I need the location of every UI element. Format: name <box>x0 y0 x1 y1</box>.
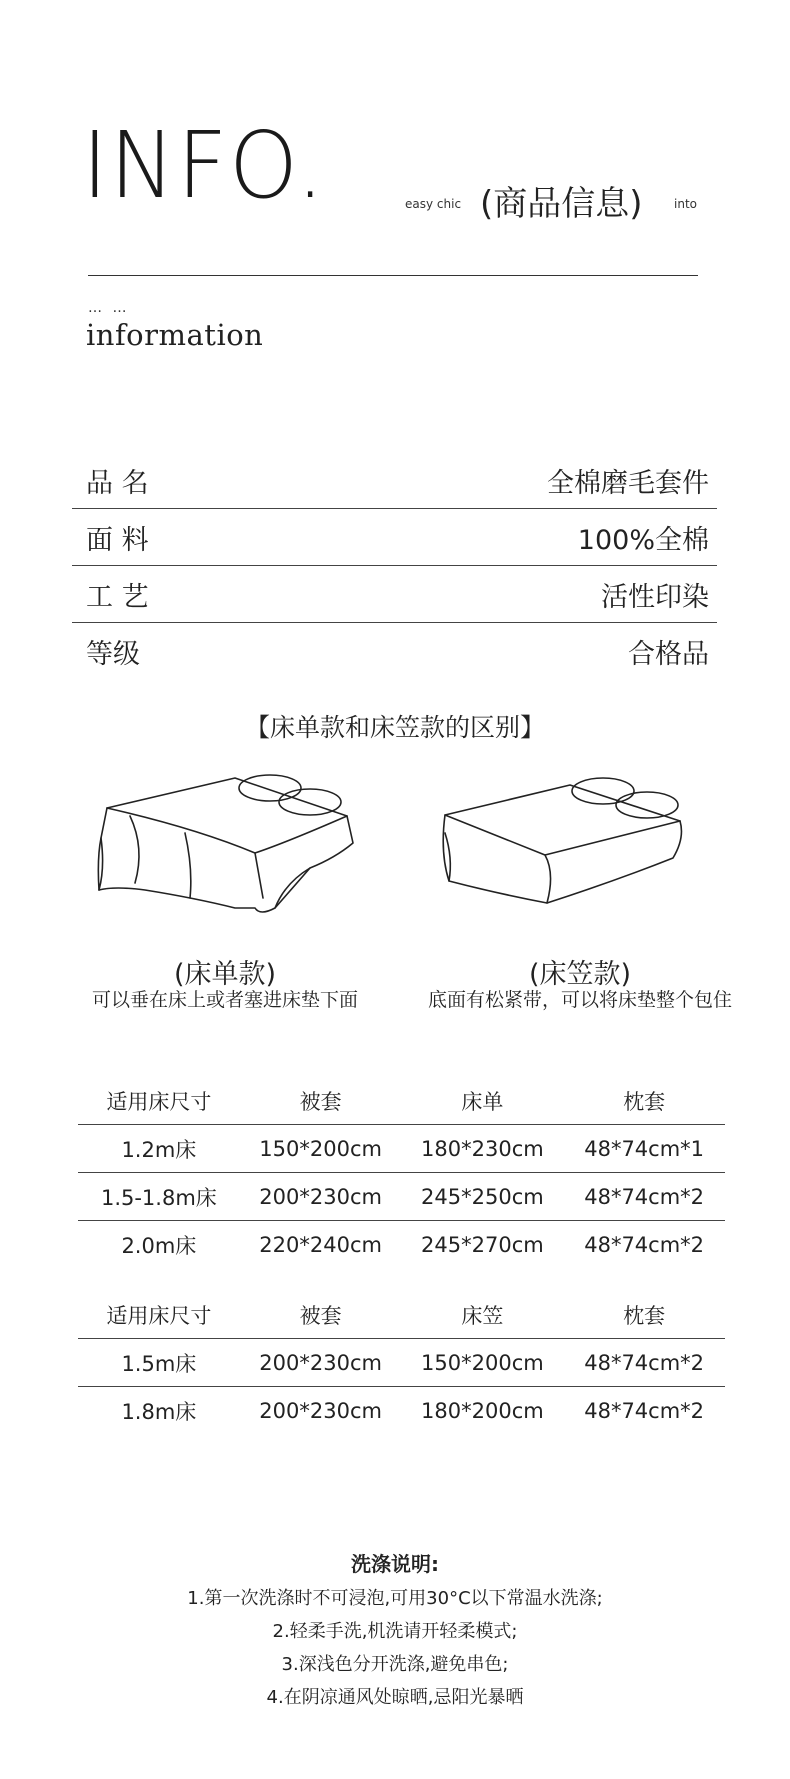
table-row <box>78 1387 725 1435</box>
table-cell: 2.0m床 <box>121 1233 197 1258</box>
easy-chic-label: easy chic <box>405 197 462 211</box>
flat-sheet-bed-illustration <box>85 758 365 933</box>
table-header: 枕套 <box>563 1078 725 1125</box>
table-cell: 48*74cm*2 <box>563 1339 725 1387</box>
washing-line: 4.在阴凉通风处晾晒,忌阳光暴晒 <box>266 1687 524 1708</box>
washing-line: 2.轻柔手洗,机洗请开轻柔模式; <box>272 1621 518 1642</box>
table-cell: 245*250cm <box>402 1173 564 1221</box>
table-cell: 150*200cm <box>402 1339 564 1387</box>
washing-line: 1.第一次洗涤时不可浸泡,可用30°C以下常温水洗涤; <box>187 1588 603 1609</box>
table-cell: 200*230cm <box>240 1339 402 1387</box>
table-cell: 1.5m床 <box>78 1339 240 1387</box>
table-cell: 48*74cm*2 <box>584 1232 705 1257</box>
table-row <box>78 1339 725 1387</box>
table-cell: 220*240cm <box>259 1232 382 1257</box>
table-cell: 1.5-1.8m床 <box>78 1173 240 1221</box>
spec-row <box>72 566 717 623</box>
flat-sheet-description: 可以垂在床上或者塞进床垫下面 <box>91 989 358 1011</box>
table-cell: 48*74cm*2 <box>563 1173 725 1221</box>
information-label: information <box>86 318 264 352</box>
spec-row <box>72 509 717 566</box>
table-header: 适用床尺寸 <box>78 1078 240 1125</box>
washing-line: 3.深浅色分开洗涤,避免串色; <box>281 1654 509 1675</box>
spec-value: 全棉磨毛套件 <box>547 467 709 499</box>
spec-label: 工 艺 <box>86 581 149 613</box>
fitted-sheet-bed-illustration <box>435 763 695 913</box>
fitted-sheet-size-table <box>78 1292 725 1434</box>
spec-label: 等级 <box>86 639 140 670</box>
fitted-sheet-description: 底面有松紧带，可以将床垫整个包住 <box>427 989 732 1011</box>
spec-value: 活性印染 <box>601 581 709 613</box>
table-header: 适用床尺寸 <box>78 1292 240 1339</box>
table-row <box>78 1221 725 1269</box>
ellipsis-decoration: … … <box>88 300 130 316</box>
spec-label: 面 料 <box>86 524 149 556</box>
spec-table <box>72 452 717 680</box>
table-row <box>78 1125 725 1173</box>
spec-value: 合格品 <box>628 639 709 670</box>
table-cell: 48*74cm*1 <box>563 1125 725 1173</box>
table-cell: 180*230cm <box>402 1125 564 1173</box>
table-header: 被套 <box>240 1292 402 1339</box>
table-cell: 150*200cm <box>240 1125 402 1173</box>
table-cell: 245*270cm <box>421 1232 544 1257</box>
header-divider <box>88 275 698 276</box>
spec-value: 100%全棉 <box>577 524 709 556</box>
table-cell: 48*74cm*2 <box>584 1398 705 1423</box>
table-header-row <box>78 1292 725 1339</box>
into-label: into <box>674 197 697 211</box>
spec-row <box>72 452 717 509</box>
table-cell: 180*200cm <box>421 1398 544 1423</box>
table-cell: 1.8m床 <box>121 1399 197 1424</box>
difference-title: 【床单款和床笠款的区别】 <box>244 713 545 742</box>
spec-row <box>72 623 717 680</box>
table-row <box>78 1173 725 1221</box>
hero-title: INFO. <box>82 112 326 219</box>
table-cell: 1.2m床 <box>78 1125 240 1173</box>
table-header-row <box>78 1078 725 1125</box>
flat-sheet-size-table <box>78 1078 725 1268</box>
table-cell: 200*230cm <box>259 1398 382 1423</box>
table-header: 枕套 <box>563 1292 725 1339</box>
table-header: 床笠 <box>402 1292 564 1339</box>
fitted-sheet-caption: (床笠款) <box>528 959 632 990</box>
product-info-title: (商品信息) <box>480 184 643 224</box>
table-header: 床单 <box>402 1078 564 1125</box>
washing-title: 洗涤说明: <box>351 1552 439 1576</box>
spec-label: 品 名 <box>86 467 149 499</box>
table-cell: 200*230cm <box>240 1173 402 1221</box>
table-header: 被套 <box>240 1078 402 1125</box>
flat-sheet-caption: (床单款) <box>173 959 277 990</box>
